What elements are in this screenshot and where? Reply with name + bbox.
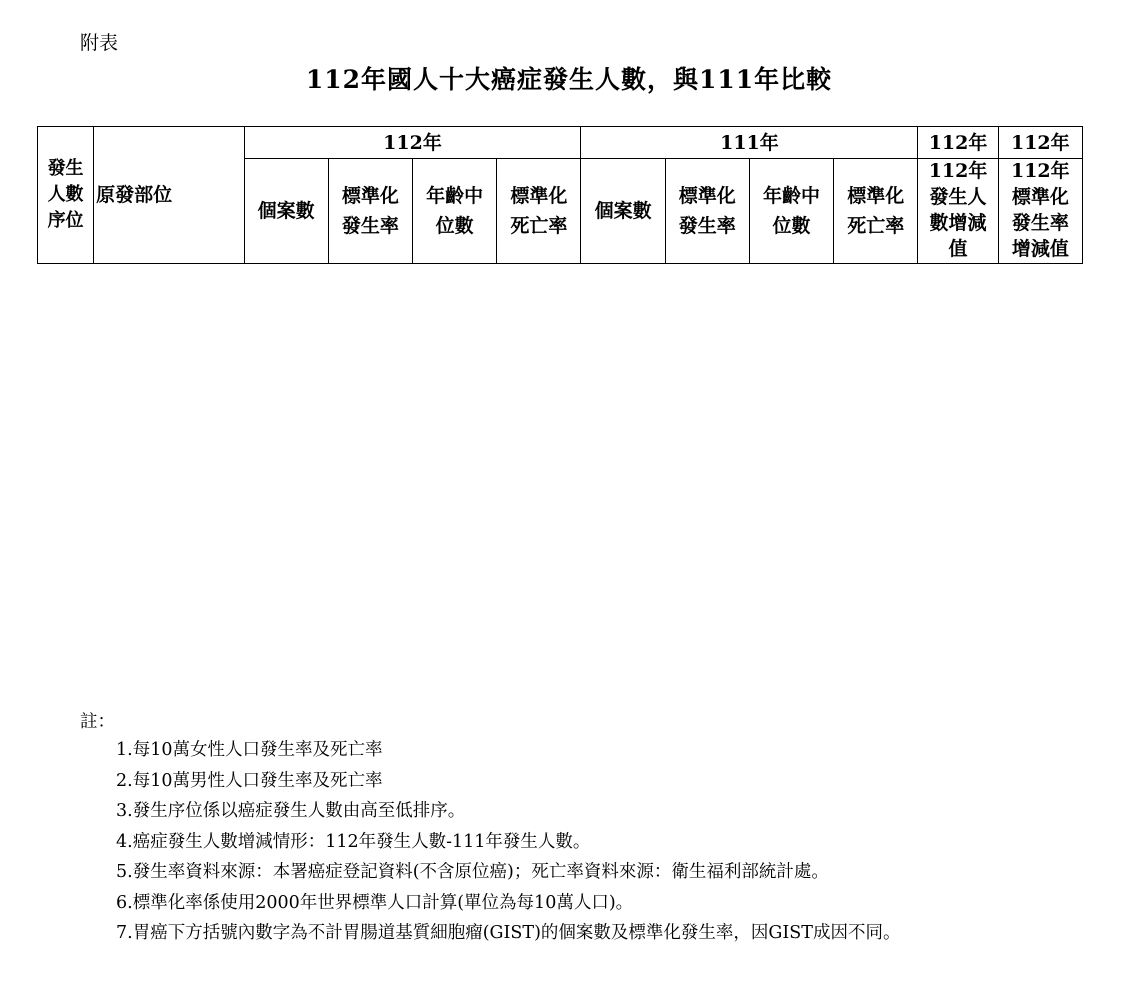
header-std-inc: 標準化發生率 (328, 159, 412, 264)
header-site: 原發部位 (94, 127, 244, 264)
note-item: 6.標準化率係使用2000年世界標準人口計算(單位為每10萬人口)。 (116, 892, 634, 913)
header-rank: 發生人數序位 (38, 127, 94, 264)
page-title: 112年國人十大癌症發生人數，與111年比較 (305, 65, 833, 94)
header-median-age: 年齡中位數 (412, 159, 496, 264)
header-rate-change (998, 159, 1082, 264)
header-year-112-rdiff: 112年 (998, 127, 1082, 159)
cancer-table (37, 126, 1083, 264)
header-year-112-diff: 112年 (918, 127, 998, 159)
header-cases: 個案數 (581, 159, 665, 264)
appendix-label: 附表 (80, 32, 119, 54)
note-item: 5.發生率資料來源：本署癌症登記資料(不含原位癌)；死亡率資料來源：衛生福利部統計處。 (116, 862, 829, 882)
header-cases: 個案數 (244, 159, 328, 264)
header-median-age: 年齡中位數 (749, 159, 833, 264)
note-item: 1.每10萬女性人口發生率及死亡率 (116, 740, 383, 760)
note-item: 4.癌症發生人數增減情形：112年發生人數-111年發生人數。 (116, 831, 591, 852)
header-rate-change-text: 112年標準化發生率增減值 (1010, 160, 1070, 260)
note-item: 3.發生序位係以癌症發生人數由高至低排序。 (116, 801, 466, 821)
header-std-mort: 標準化死亡率 (497, 159, 581, 264)
note-item: 2.每10萬男性人口發生率及死亡率 (116, 770, 383, 791)
note-item: 7.胃癌下方括號內數字為不計胃腸道基質細胞瘤(GIST)的個案數及標準化發生率，因GIST成因不同。 (116, 923, 901, 943)
header-case-change-text: 112年發生人數增減值 (928, 160, 988, 260)
notes-label: 註： (80, 712, 115, 732)
header-year-111: 111年 (581, 127, 918, 159)
header-year-112: 112年 (244, 127, 581, 159)
header-case-change (918, 159, 998, 264)
header-std-mort: 標準化死亡率 (834, 159, 918, 264)
header-std-inc: 標準化發生率 (665, 159, 749, 264)
